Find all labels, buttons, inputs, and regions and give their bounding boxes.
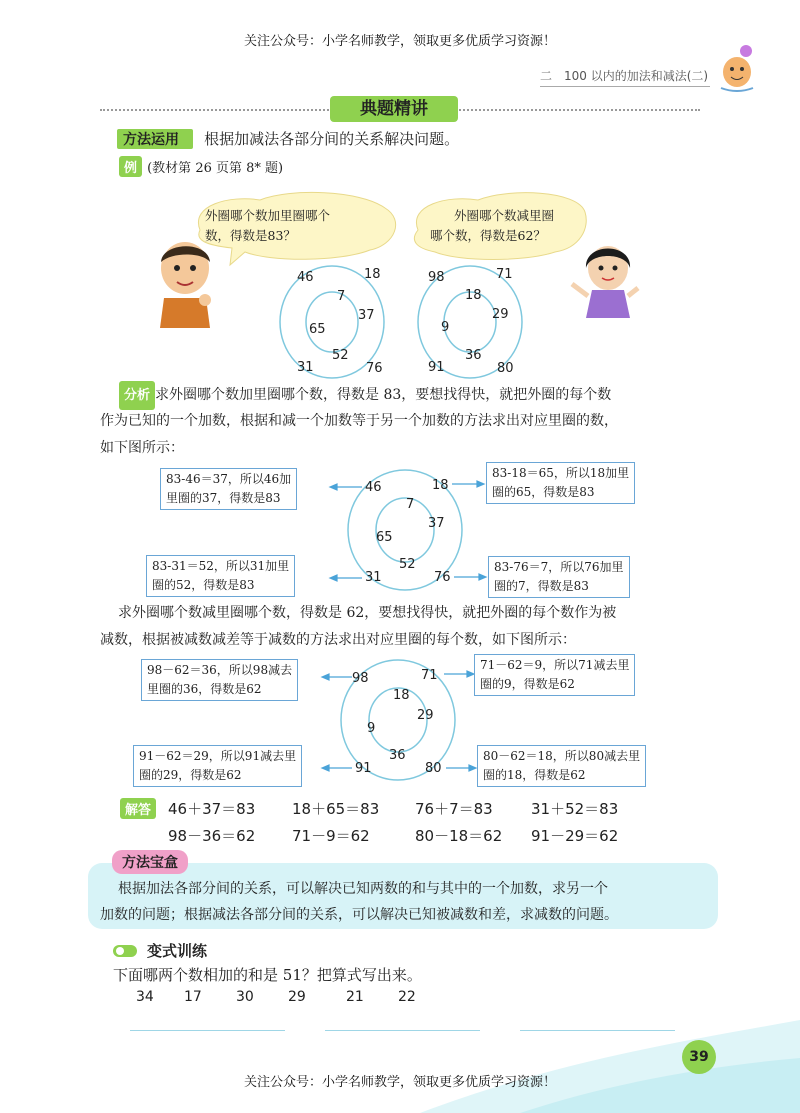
c1-outer-4: 76	[366, 361, 383, 376]
analysis-line-2: 作为已知的一个加数，根据和减一个加数等于另一个加数的方法求出对应里圈的数，	[100, 413, 618, 429]
answer-tag-wrap	[120, 798, 156, 819]
c1-inner-3: 65	[309, 322, 326, 337]
variant-question: 下面哪两个数相加的和是 51？把算式写出来。	[113, 966, 422, 984]
method-text: 根据加减法各部分间的关系解决问题。	[204, 130, 460, 148]
method-box-tag: 方法宝盒	[112, 850, 188, 874]
analysis-tag: 分析	[119, 381, 155, 410]
method-tag: 方法运用	[117, 129, 193, 149]
d2-inner-4: 36	[389, 748, 406, 763]
c2-inner-1: 18	[465, 288, 482, 303]
d2-outer-4: 80	[425, 761, 442, 776]
bubble-right: 外圈哪个数减里圈 哪个数，得数是62？	[430, 208, 555, 243]
d1-inner-1: 7	[406, 497, 415, 512]
answer-line-1[interactable]	[130, 1030, 285, 1031]
c2-outer-1: 98	[428, 270, 445, 285]
d2-outer-2: 71	[421, 668, 438, 683]
sub-box-91: 91－62＝29，所以91减去里 圈的29，得数是62	[133, 745, 302, 787]
variant-title: 变式训练	[147, 942, 208, 960]
c2-outer-2: 71	[496, 267, 513, 282]
add-box-46: 83-46＝37，所以46加 里圈的37，得数是83	[160, 468, 297, 510]
page-number: 39	[682, 1040, 716, 1074]
d1-inner-2: 37	[428, 516, 445, 531]
method-box-text: 根据加法各部分间的关系，可以解决已知两数的和与其中的一个加数，求另一个 加数的问题；根据减法各部分间的关系，可以解决已知被减数和差，求减数的问题。	[100, 881, 618, 923]
d2-outer-3: 91	[355, 761, 372, 776]
d2-inner-1: 18	[393, 688, 410, 703]
c2-inner-3: 9	[441, 320, 450, 335]
sub-box-71: 71－62＝9，所以71减去里 圈的9，得数是62	[474, 654, 635, 696]
analysis-paragraph-1: 分析 求外圈哪个数加里圈哪个数，得数是 83，要想找得快，就把外圈的每个数	[119, 381, 729, 410]
c2-outer-3: 91	[428, 360, 445, 375]
top-banner: 关注公众号：小学名师教学，领取更多优质学习资源！	[243, 34, 556, 49]
c1-outer-1: 46	[297, 270, 314, 285]
add-box-18: 83-18＝65，所以18加里 圈的65，得数是83	[486, 462, 635, 504]
d2-outer-1: 98	[352, 671, 369, 686]
add-box-76: 83-76＝7，所以76加里 圈的7，得数是83	[488, 556, 630, 598]
d1-inner-3: 65	[376, 530, 393, 545]
variant-numbers: 34 17 30 29 21 22	[136, 989, 416, 1005]
answer-tag: 解答	[120, 798, 156, 819]
analysis-line-3: 如下图所示：	[100, 440, 184, 456]
analysis-paragraph-2: 求外圈哪个数减里圈哪个数，得数是 62，要想找得快，就把外圈的每个数作为被	[118, 605, 617, 621]
add-box-31: 83-31＝52，所以31加里 圈的52，得数是83	[146, 555, 295, 597]
bottom-banner: 关注公众号：小学名师教学，领取更多优质学习资源！	[243, 1075, 556, 1090]
c2-inner-4: 36	[465, 348, 482, 363]
c1-inner-2: 37	[358, 308, 375, 323]
d2-inner-2: 29	[417, 708, 434, 723]
c1-inner-4: 52	[332, 348, 349, 363]
analysis-paragraph-2-line-2: 减数，根据被减数减差等于减数的方法求出对应里圈的每个数，如下图所示：	[100, 632, 576, 648]
d1-outer-2: 18	[432, 478, 449, 493]
answer-4: 31＋52＝83	[531, 800, 619, 818]
answer-6: 71－9＝62	[292, 827, 370, 845]
c1-outer-2: 18	[364, 267, 381, 282]
c1-outer-3: 31	[297, 360, 314, 375]
c2-inner-2: 29	[492, 307, 509, 322]
section-title: 典题精讲	[330, 96, 458, 122]
c1-inner-1: 7	[337, 289, 346, 304]
answer-line-3[interactable]	[520, 1030, 675, 1031]
d2-inner-3: 9	[367, 721, 376, 736]
d1-outer-3: 31	[365, 570, 382, 585]
sub-box-98: 98－62＝36，所以98减去 里圈的36，得数是62	[141, 659, 298, 701]
answer-8: 91－29＝62	[531, 827, 619, 845]
toggle-icon	[112, 943, 138, 959]
answer-line-2[interactable]	[325, 1030, 480, 1031]
example-tag: 例	[119, 156, 142, 177]
answer-1: 46＋37＝83	[168, 800, 256, 818]
answer-5: 98－36＝62	[168, 827, 256, 845]
sub-box-80: 80－62＝18，所以80减去里 圈的18，得数是62	[477, 745, 646, 787]
answer-7: 80－18＝62	[415, 827, 503, 845]
d1-inner-4: 52	[399, 557, 416, 572]
example-ref: (教材第 26 页第 8* 题)	[147, 161, 284, 176]
answer-3: 76＋7＝83	[415, 800, 493, 818]
c2-outer-4: 80	[497, 361, 514, 376]
chapter-title: 二 100 以内的加法和减法(二)	[540, 69, 709, 83]
d1-outer-4: 76	[434, 570, 451, 585]
bubble-left: 外圈哪个数加里圈哪个 数，得数是83？	[205, 208, 331, 243]
d1-outer-1: 46	[365, 480, 382, 495]
answer-2: 18＋65＝83	[292, 800, 380, 818]
